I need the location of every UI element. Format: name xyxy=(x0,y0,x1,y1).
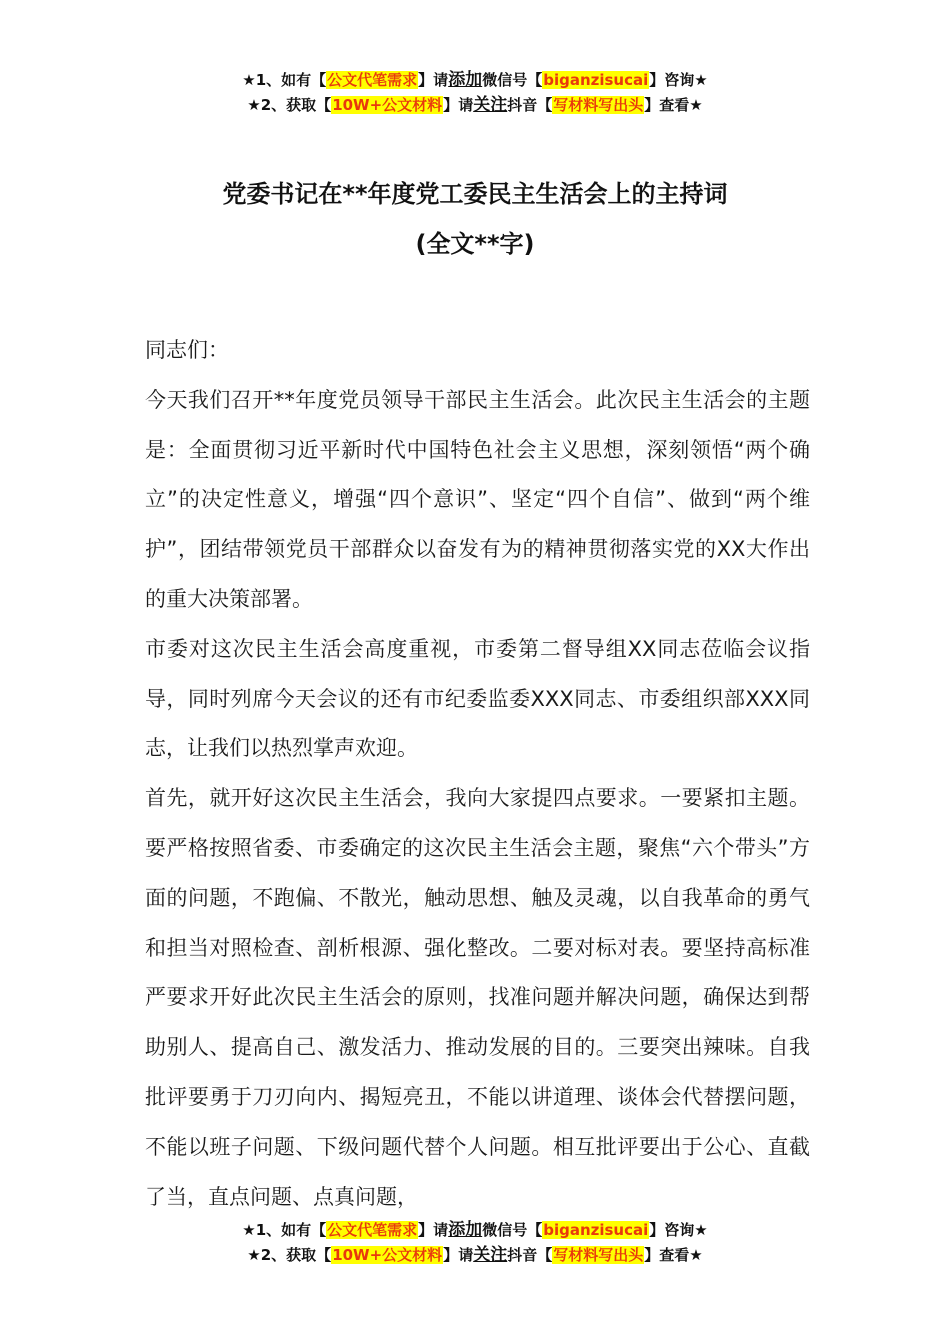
promo-line-1 xyxy=(0,68,950,93)
paragraph: 市委对这次民主生活会高度重视，市委第二督导组XX同志莅临会议指导，同时列席今天会议的还有市纪委监委XXX同志、市委组织部XXX同志，让我们以热烈掌声欢迎。 xyxy=(145,636,810,761)
promo-text: 】查看★ xyxy=(644,96,703,114)
salutation: 同志们： xyxy=(145,338,229,362)
promo-text: 】请 xyxy=(418,1221,449,1239)
promo-line-2 xyxy=(0,1243,950,1268)
promo-line-1 xyxy=(0,1218,950,1243)
promo-text: 抖音【 xyxy=(507,96,553,114)
promo-highlight: 公文代笔需求 xyxy=(327,1221,418,1239)
promo-highlight: 10W+公文材料 xyxy=(332,96,443,114)
paragraph: 首先，就开好这次民主生活会，我向大家提四点要求。一要紧扣主题。要严格按照省委、市委确定的这次民主生活会主题，聚焦“六个带头”方面的问题，不跑偏、不散光，触动思想、触及灵魂，以自我革命的勇气和担当对照检查、剖析根源、强化整改。二要对标对表。要坚持高标准严要求开好此次民主生活会的原则，找准问题并解决问题，确保达到帮助别人、提高自己、激发活力、推动发展的目的。三要突出辣味。自我批评要勇于刀刃向内、揭短亮丑，不能以讲道理、谈体会代替摆问题，不能以班子问题、下级问题代替个人问题。相互批评要出于公心、直截了当，直点问题、点真问题， xyxy=(145,786,810,1209)
promo-text: 】请 xyxy=(443,1246,474,1264)
promo-text: 】查看★ xyxy=(644,1246,703,1264)
promo-highlight: 公文代笔需求 xyxy=(327,71,418,89)
promo-text: ★2、获取【 xyxy=(247,1246,332,1264)
promo-highlight: biganzisucai xyxy=(543,71,649,89)
promo-highlight: biganzisucai xyxy=(543,1221,649,1239)
promo-highlight: 写材料写出头 xyxy=(553,96,644,114)
promo-text: 微信号【 xyxy=(482,1221,543,1239)
promo-banner-bottom xyxy=(0,1218,950,1268)
promo-banner-top xyxy=(0,68,950,118)
document-title: 党委书记在**年度党工委民主生活会上的主持词 xyxy=(222,180,728,208)
document-body xyxy=(145,326,810,1222)
promo-text: ★1、如有【 xyxy=(242,71,327,89)
promo-text: 】请 xyxy=(443,96,474,114)
promo-emphasis: 关注 xyxy=(473,1245,508,1265)
promo-text: 微信号【 xyxy=(482,71,543,89)
promo-emphasis: 添加 xyxy=(448,1220,483,1240)
document-subtitle: (全文**字) xyxy=(415,230,535,258)
promo-text: 】咨询★ xyxy=(649,1221,708,1239)
promo-text: ★1、如有【 xyxy=(242,1221,327,1239)
promo-emphasis: 关注 xyxy=(473,95,508,115)
promo-highlight: 10W+公文材料 xyxy=(332,1246,443,1264)
promo-text: ★2、获取【 xyxy=(247,96,332,114)
promo-line-2 xyxy=(0,93,950,118)
promo-text: 抖音【 xyxy=(507,1246,553,1264)
promo-emphasis: 添加 xyxy=(448,70,483,90)
promo-highlight: 写材料写出头 xyxy=(553,1246,644,1264)
paragraph: 今天我们召开**年度党员领导干部民主生活会。此次民主生活会的主题是：全面贯彻习近平新时代中国特色社会主义思想，深刻领悟“两个确立”的决定性意义，增强“四个意识”、坚定“四个自信”、做到“两个维护”，团结带领党员干部群众以奋发有为的精神贯彻落实党的XX大作出的重大决策部署。 xyxy=(145,387,810,611)
promo-text: 】咨询★ xyxy=(649,71,708,89)
promo-text: 】请 xyxy=(418,71,449,89)
